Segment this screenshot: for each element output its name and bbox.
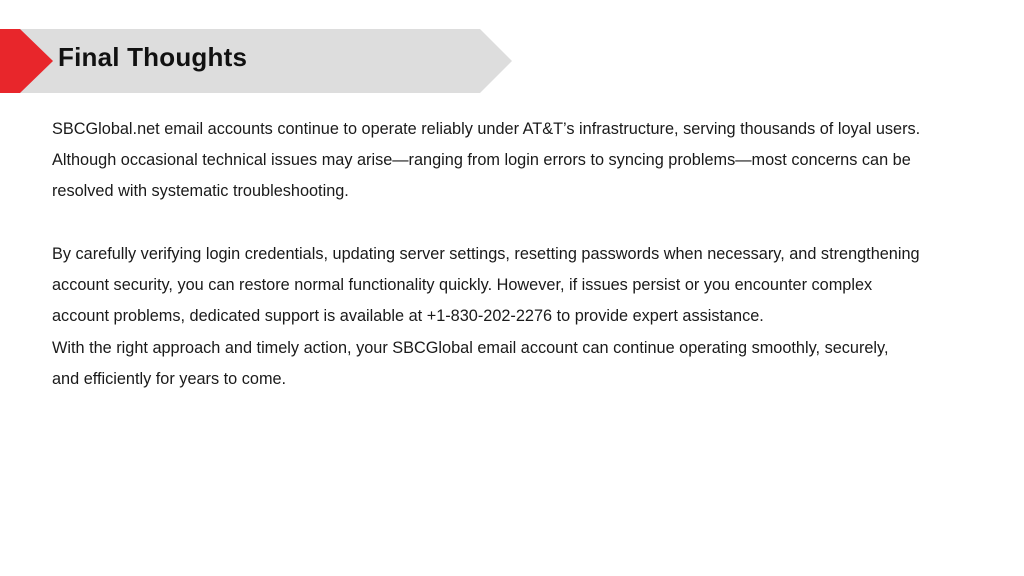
page-title: Final Thoughts: [58, 42, 248, 72]
text-line: With the right approach and timely action, your SBCGlobal email account can continue operating smoothly, securely,: [52, 338, 889, 357]
text-line: and efficiently for years to come.: [52, 369, 287, 388]
text-line: By carefully verifying login credentials, updating server settings, resetting passwords when necessary, and strengthening: [52, 245, 920, 263]
paragraph-intro: [52, 114, 920, 208]
text-line: resolved with systematic troubleshooting.: [52, 182, 349, 201]
paragraph-advice: [52, 239, 920, 395]
text-line: account problems, dedicated support is available at +1-830-202-2276 to provide expert assistance.: [52, 307, 764, 326]
text-line: account security, you can restore normal functionality quickly. However, if issues persist or you encounter complex: [52, 276, 873, 295]
text-line: Although occasional technical issues may arise—ranging from login errors to syncing problems—most concerns can be: [52, 151, 911, 170]
text-line: SBCGlobal.net email accounts continue to operate reliably under AT&T’s infrastructure, serving thousands of loyal users.: [52, 120, 921, 138]
